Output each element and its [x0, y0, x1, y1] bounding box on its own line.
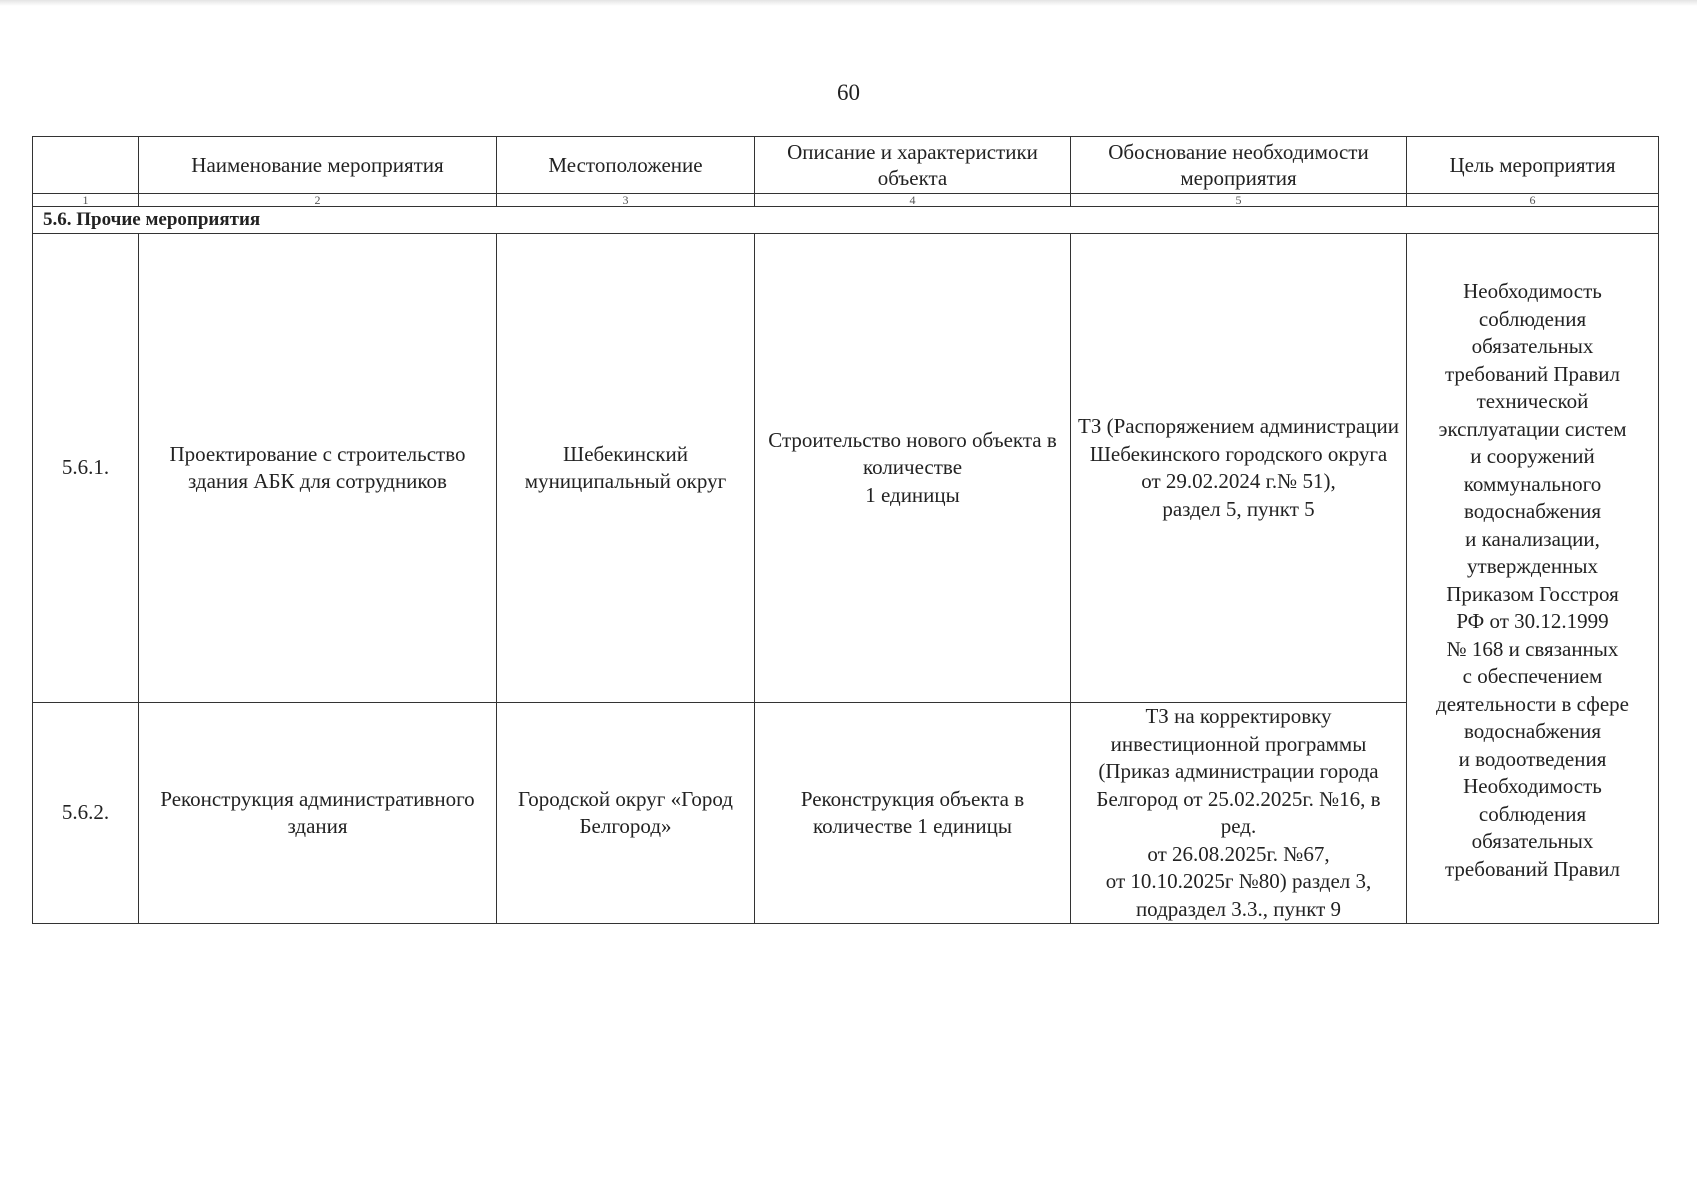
header-cell-goal: Цель мероприятия [1407, 137, 1659, 194]
header-cell-justification: Обоснование необходимости мероприятия [1071, 137, 1407, 194]
column-number-row [33, 194, 1659, 207]
section-row [33, 207, 1659, 234]
column-number: 3 [497, 194, 755, 207]
row-location: Шебекинский муниципальный округ [497, 234, 755, 703]
row-justification: ТЗ на корректировку инвестиционной программы (Приказ администрации города Белгород от 25.02.2025г. №16, в ред. от 26.08.2025г. №67, от 10.10.2025г №80) раздел 3, подраздел 3.3., пункт 9 [1071, 703, 1407, 924]
table-row [33, 234, 1659, 703]
scan-edge [0, 0, 1697, 6]
header-cell-number [33, 137, 139, 194]
column-number: 4 [755, 194, 1071, 207]
row-number: 5.6.1. [33, 234, 139, 703]
page-number: 60 [837, 80, 860, 105]
header-cell-description: Описание и характеристики объекта [755, 137, 1071, 194]
row-name: Реконструкция административного здания [139, 703, 497, 924]
row-number: 5.6.2. [33, 703, 139, 924]
row-location: Городской округ «Город Белгород» [497, 703, 755, 924]
column-number: 5 [1071, 194, 1407, 207]
measures-table [32, 136, 1659, 924]
table-header-row [33, 137, 1659, 194]
column-number: 1 [33, 194, 139, 207]
row-description: Реконструкция объекта в количестве 1 единицы [755, 703, 1071, 924]
column-number: 6 [1407, 194, 1659, 207]
header-cell-location: Местоположение [497, 137, 755, 194]
row-goal: Необходимость соблюдения обязательных требований Правил технической эксплуатации систем и сооружений коммунального водоснабжения и канализации, утвержденных Приказом Госстроя РФ от 30.12.1999 № 168 и связанных с обеспечением деятельности в сфере водоснабжения и водоотведения Необходимость соблюдения обязательных требований Правил [1407, 234, 1659, 924]
column-number: 2 [139, 194, 497, 207]
row-description: Строительство нового объекта в количестве 1 единицы [755, 234, 1071, 703]
row-justification: ТЗ (Распоряжением администрации Шебекинского городского округа от 29.02.2024 г.№ 51), раздел 5, пункт 5 [1071, 234, 1407, 703]
row-name: Проектирование с строительство здания АБК для сотрудников [139, 234, 497, 703]
section-title: 5.6. Прочие мероприятия [33, 207, 1659, 234]
header-cell-name: Наименование мероприятия [139, 137, 497, 194]
